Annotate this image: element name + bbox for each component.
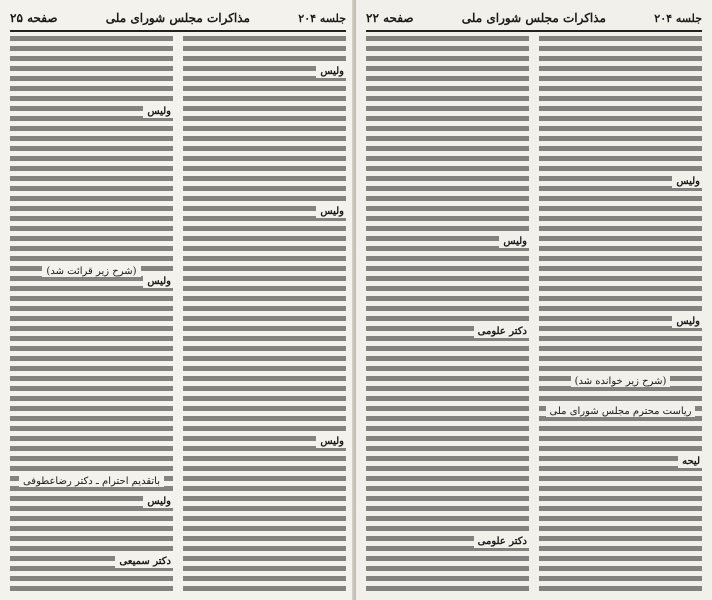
- speaker-label: وليس: [499, 236, 529, 248]
- left-page-title: مذاکرات مجلس شورای ملی: [105, 11, 250, 25]
- left-page-column-right: [183, 36, 346, 592]
- section-heading: (شرح زیر قرائت شد): [10, 266, 173, 278]
- left-page-column-left: [10, 36, 173, 592]
- speaker-label: وليس: [316, 436, 346, 448]
- speaker-label: لیحه: [678, 456, 702, 468]
- speaker-label: وليس: [316, 66, 346, 78]
- section-heading: (شرح زیر خوانده شد): [539, 376, 702, 388]
- speaker-label: وليس: [316, 206, 346, 218]
- left-page-header: [10, 6, 346, 32]
- right-page: [356, 0, 712, 600]
- left-page-number: صفحه ۲۵: [10, 11, 58, 25]
- right-page-column-right: [539, 36, 702, 592]
- section-heading: باتقدیم احترام ـ دکتر رضاعطوفی: [10, 476, 173, 488]
- speaker-label: دکتر علومی: [474, 326, 529, 338]
- speaker-label: وليس: [672, 316, 702, 328]
- right-page-title: مذاکرات مجلس شورای ملی: [461, 11, 606, 25]
- right-page-number: صفحه ۲۲: [366, 11, 414, 25]
- right-page-header: [366, 6, 702, 32]
- right-page-session: جلسه ۲۰۴: [654, 11, 702, 25]
- left-page-session: جلسه ۲۰۴: [298, 11, 346, 25]
- speaker-label: وليس: [672, 176, 702, 188]
- speaker-label: وليس: [143, 276, 173, 288]
- speaker-label: دکتر علومی: [474, 536, 529, 548]
- section-heading: ریاست محترم مجلس شورای ملی: [539, 406, 702, 418]
- speaker-label: وليس: [143, 106, 173, 118]
- speaker-label: وليس: [143, 496, 173, 508]
- left-page-columns: [10, 36, 346, 592]
- right-page-columns: [366, 36, 702, 592]
- speaker-label: دکتر سمیعی: [115, 556, 173, 568]
- right-page-column-left: [366, 36, 529, 592]
